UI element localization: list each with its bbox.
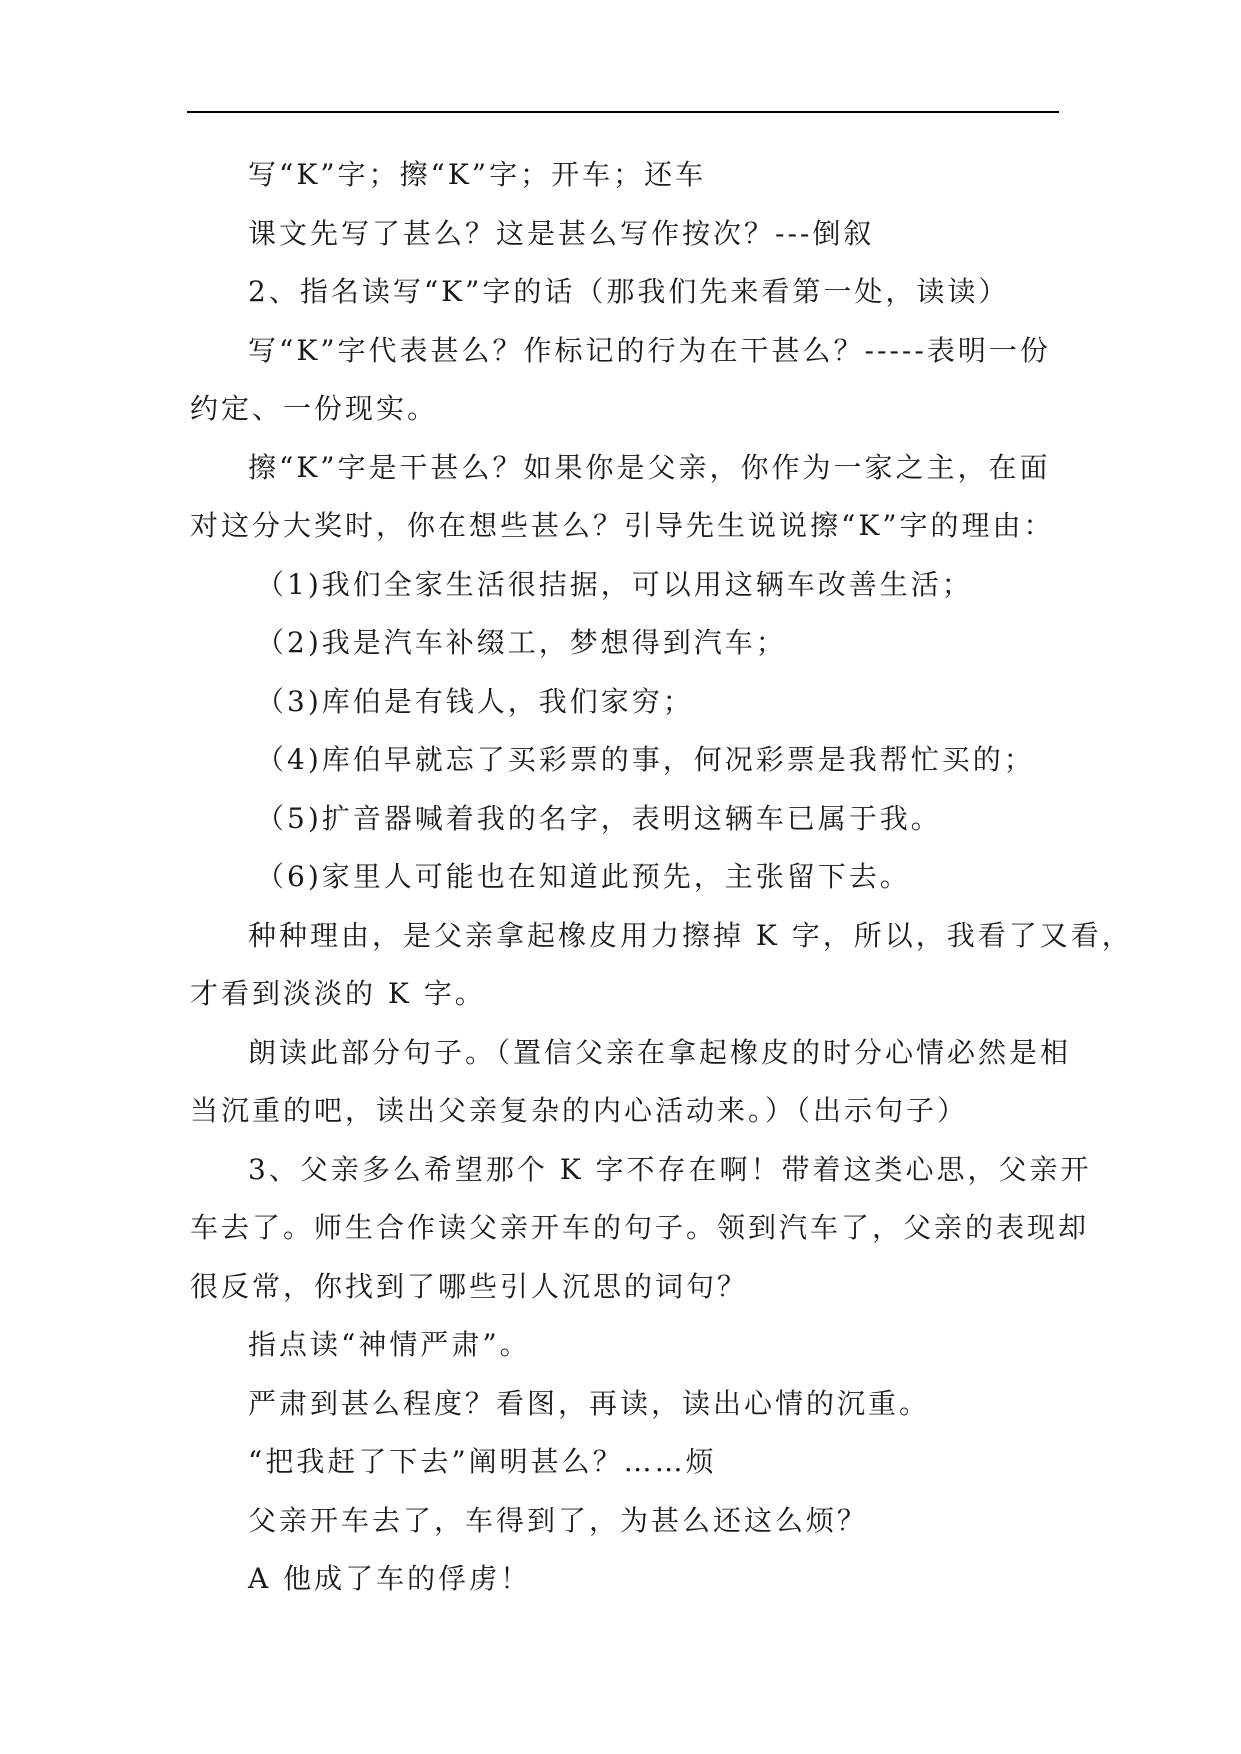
text-line: A 他成了车的俘虏！ <box>248 1562 532 1595</box>
list-item: （5)扩音器喊着我的名字，表明这辆车已属于我。 <box>256 801 942 835</box>
text-line: 课文先写了甚么？这是甚么写作按次？---倒叙 <box>248 216 875 250</box>
text-line: 写“K”字代表甚么？作标记的行为在干甚么？-----表明一份 <box>248 333 1051 367</box>
list-item: （2)我是汽车补缀工，梦想得到汽车； <box>256 626 787 659</box>
text-line: 车去了。师生合作读父亲开车的句子。领到汽车了，父亲的表现却 <box>190 1211 1090 1244</box>
header-rule <box>187 111 1059 113</box>
text-line: 父亲开车去了，车得到了，为甚么还这么烦？ <box>248 1503 869 1537</box>
document-body <box>190 146 1133 1609</box>
list-item: （1)我们全家生活很拮据，可以用这辆车改善生活； <box>256 567 973 601</box>
text-line: 2、指名读写“K”字的话（那我们先来看第一处，读读） <box>248 275 1010 308</box>
text-line: 才看到淡淡的 K 字。 <box>190 977 486 1010</box>
text-line: 约定、一份现实。 <box>190 392 439 425</box>
text-line: “把我赶了下去”阐明甚么？……烦 <box>248 1445 717 1478</box>
text-line: 擦“K”字是干甚么？如果你是父亲，你作为一家之主，在面 <box>248 450 1051 484</box>
text-line: 很反常，你找到了哪些引人沉思的词句？ <box>190 1269 749 1303</box>
text-line: 种种理由，是父亲拿起橡皮用力擦掉 K 字，所以，我看了又看， <box>248 918 1133 952</box>
text-line: 写“K”字；擦“K”字；开车；还车 <box>248 158 707 191</box>
list-item: （3)库伯是有钱人，我们家穷； <box>256 684 694 718</box>
text-line: 指点读“神情严肃”。 <box>248 1328 531 1361</box>
list-item: （4)库伯早就忘了买彩票的事，何况彩票是我帮忙买的； <box>256 743 1035 776</box>
text-line: 朗读此部分句子。（置信父亲在拿起橡皮的时分心情必然是相 <box>248 1035 1072 1069</box>
text-line: 对这分大奖时，你在想些甚么？引导先生说说擦“K”字的理由： <box>190 509 1055 542</box>
text-line: 严肃到甚么程度？看图，再读，读出心情的沉重。 <box>248 1386 931 1420</box>
text-line: 3、父亲多么希望那个 K 字不存在啊！带着这类心思，父亲开 <box>248 1152 1092 1186</box>
list-item: （6)家里人可能也在知道此预先，主张留下去。 <box>256 860 911 893</box>
text-line: 当沉重的吧，读出父亲复杂的内心活动来。）（出示句子） <box>190 1094 969 1127</box>
